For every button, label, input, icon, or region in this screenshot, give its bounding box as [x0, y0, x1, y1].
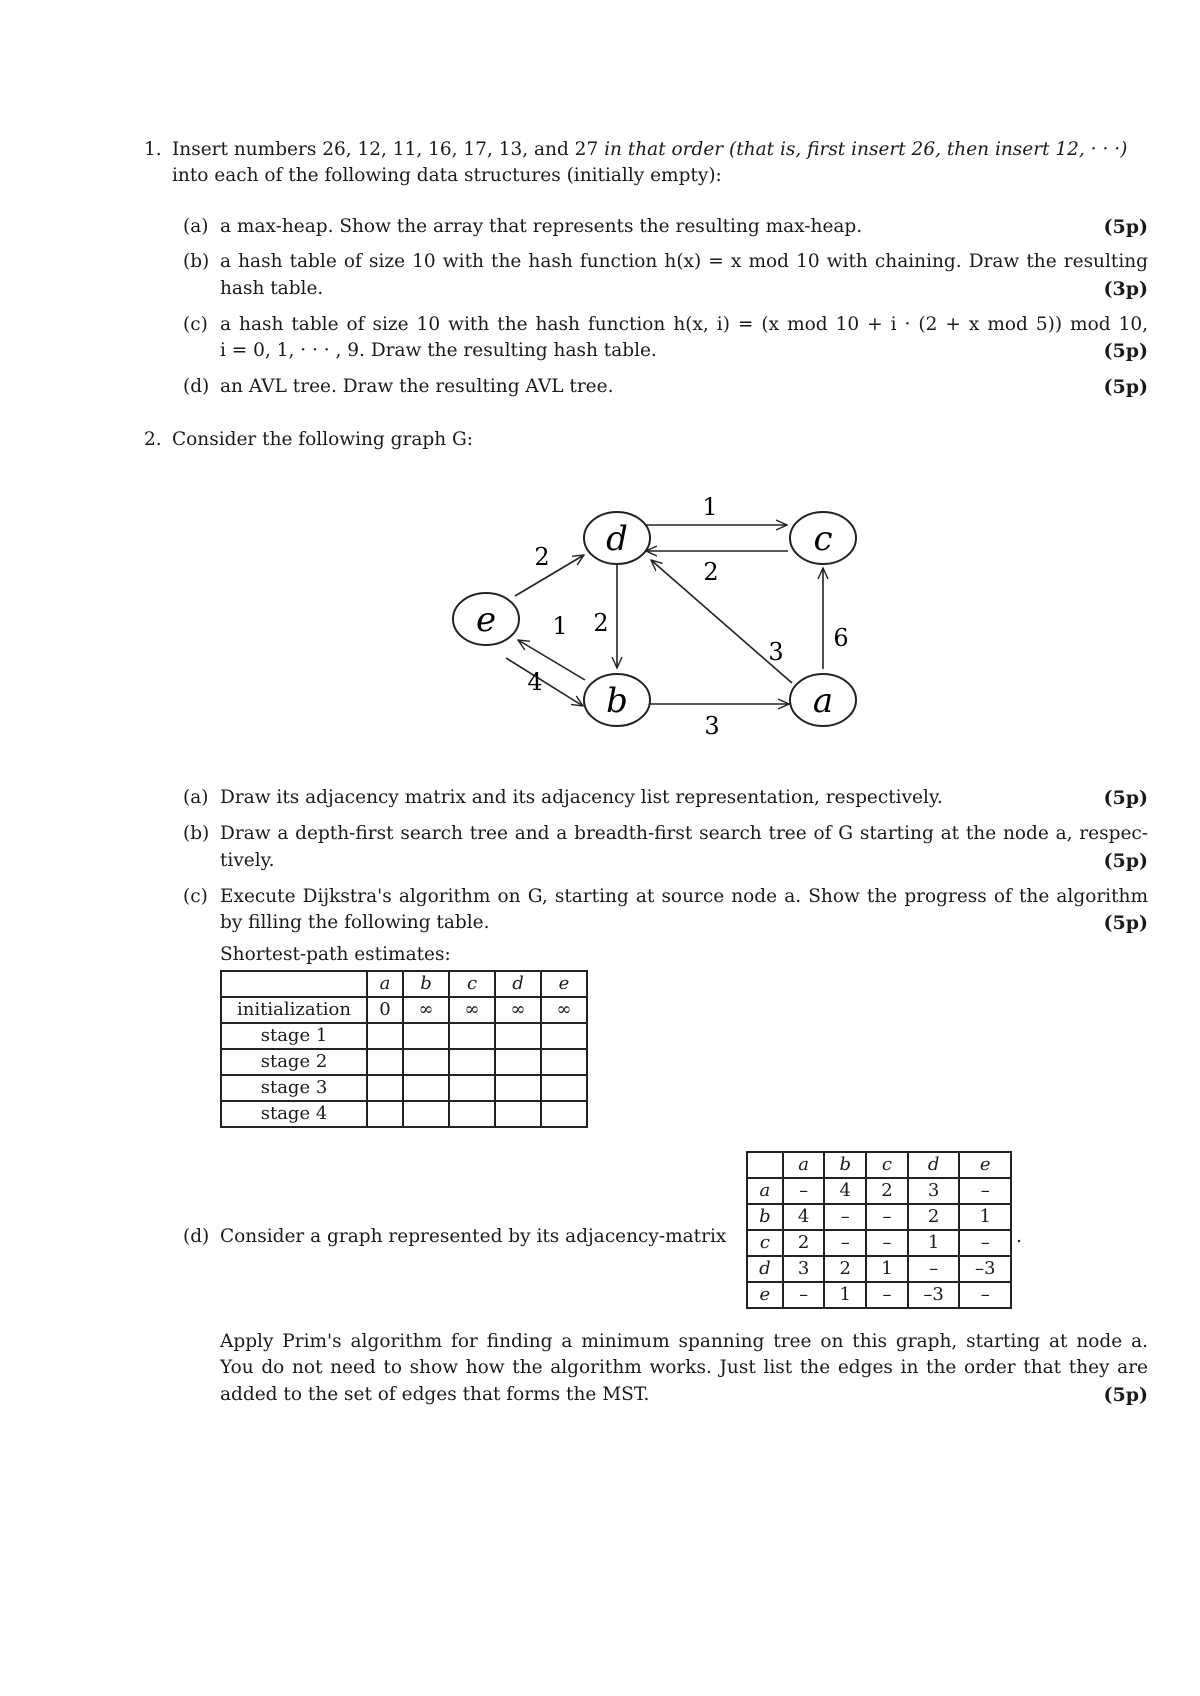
- q2d-label: (d): [183, 1226, 210, 1247]
- q1-intro-line1: [172, 138, 1127, 162]
- weight-b-e: 1: [552, 612, 568, 640]
- matrix-header-cell: d: [908, 1152, 960, 1178]
- q1b-text-line2: hash table.: [220, 278, 324, 299]
- matrix-cell: –3: [959, 1256, 1011, 1282]
- dijkstra-cell: ∞: [541, 997, 587, 1023]
- matrix-cell: 4: [783, 1204, 825, 1230]
- q1-intro-b: in that order: [604, 139, 724, 160]
- matrix-cell: 2: [783, 1230, 825, 1256]
- dijkstra-row: [221, 997, 587, 1023]
- weight-d-c: 1: [702, 493, 718, 521]
- dijkstra-header-cell: c: [449, 971, 495, 997]
- matrix-cell: –: [959, 1282, 1011, 1308]
- q2-number: 2.: [144, 429, 162, 450]
- dijkstra-cell: [449, 1049, 495, 1075]
- matrix-header-cell: a: [783, 1152, 825, 1178]
- q2c-label: (c): [183, 886, 208, 907]
- q2a-points: (5p): [1103, 787, 1148, 809]
- matrix-cell: –: [959, 1178, 1011, 1204]
- dijkstra-cell: 0: [367, 997, 403, 1023]
- q2d-trailing-period: .: [1016, 1226, 1022, 1247]
- q1b-text-line1: a hash table of size 10 with the hash function h(x) = x mod 10 with chaining. Draw the resulting: [220, 251, 1148, 272]
- dijkstra-cell: [403, 1023, 449, 1049]
- dijkstra-caption: Shortest-path estimates:: [220, 944, 451, 965]
- q2c-text-line2: by filling the following table.: [220, 912, 490, 933]
- dijkstra-cell: [403, 1075, 449, 1101]
- q1a-text: a max-heap. Show the array that represents the resulting max-heap.: [220, 216, 863, 237]
- matrix-header-cell: c: [866, 1152, 908, 1178]
- dijkstra-header-cell: d: [495, 971, 541, 997]
- q2b-label: (b): [183, 823, 210, 844]
- dijkstra-row: [221, 1049, 587, 1075]
- dijkstra-cell: [541, 1075, 587, 1101]
- dijkstra-cell: ∞: [403, 997, 449, 1023]
- dijkstra-cell: [449, 1101, 495, 1127]
- matrix-header-cell: e: [959, 1152, 1011, 1178]
- dijkstra-cell: [449, 1075, 495, 1101]
- matrix-row: [747, 1178, 1011, 1204]
- q2a-label: (a): [183, 787, 209, 808]
- dijkstra-cell: [541, 1023, 587, 1049]
- dijkstra-header-cell: [221, 971, 367, 997]
- dijkstra-row-label: stage 3: [221, 1075, 367, 1101]
- matrix-header-cell: [747, 1152, 783, 1178]
- matrix-row-label: e: [747, 1282, 783, 1308]
- q2b-text-line1: Draw a depth-first search tree and a breadth-first search tree of G starting at the node a, respec-: [220, 823, 1148, 844]
- q2c-points: (5p): [1103, 912, 1148, 934]
- matrix-cell: –3: [908, 1282, 960, 1308]
- dijkstra-cell: [495, 1101, 541, 1127]
- q1c-points: (5p): [1103, 340, 1148, 362]
- q2b-points: (5p): [1103, 850, 1148, 872]
- matrix-cell: –: [959, 1230, 1011, 1256]
- dijkstra-cell: [495, 1075, 541, 1101]
- dijkstra-cell: ∞: [449, 997, 495, 1023]
- matrix-cell: –: [783, 1282, 825, 1308]
- node-d-label: d: [606, 519, 628, 559]
- dijkstra-header-cell: b: [403, 971, 449, 997]
- q1b-label: (b): [183, 251, 210, 272]
- dijkstra-header-row: [221, 971, 587, 997]
- weight-d-b: 2: [593, 609, 609, 637]
- edge-e-b: [506, 658, 583, 706]
- dijkstra-row-label: stage 2: [221, 1049, 367, 1075]
- q2d-points: (5p): [1103, 1384, 1148, 1406]
- q1c-label: (c): [183, 314, 208, 335]
- matrix-cell: 2: [866, 1178, 908, 1204]
- matrix-cell: 4: [824, 1178, 866, 1204]
- weight-e-b: 4: [527, 668, 543, 696]
- matrix-cell: 1: [908, 1230, 960, 1256]
- weight-a-c: 6: [833, 624, 849, 652]
- dijkstra-cell: [367, 1075, 403, 1101]
- q1a-points: (5p): [1103, 216, 1148, 238]
- dijkstra-cell: [403, 1049, 449, 1075]
- dijkstra-cell: [367, 1101, 403, 1127]
- graph-figure: [440, 480, 880, 740]
- q1-intro-a: Insert numbers 26, 12, 11, 16, 17, 13, and 27: [172, 139, 599, 160]
- dijkstra-row: [221, 1101, 587, 1127]
- node-a-label: a: [812, 681, 834, 721]
- q1a-label: (a): [183, 216, 209, 237]
- matrix-row: [747, 1204, 1011, 1230]
- dijkstra-cell: [541, 1049, 587, 1075]
- matrix-row-label: a: [747, 1178, 783, 1204]
- dijkstra-cell: ∞: [495, 997, 541, 1023]
- q1d-label: (d): [183, 376, 210, 397]
- matrix-header-cell: b: [824, 1152, 866, 1178]
- weight-c-d: 2: [703, 558, 719, 586]
- matrix-cell: –: [866, 1204, 908, 1230]
- q2a-text: Draw its adjacency matrix and its adjacency list representation, respectively.: [220, 787, 943, 808]
- matrix-cell: –: [866, 1230, 908, 1256]
- q2-intro: Consider the following graph G:: [172, 429, 474, 450]
- weight-a-d: 3: [768, 638, 784, 666]
- matrix-cell: –: [824, 1204, 866, 1230]
- matrix-cell: 2: [908, 1204, 960, 1230]
- matrix-row-label: c: [747, 1230, 783, 1256]
- q2d-intro: Consider a graph represented by its adjacency-matrix: [220, 1226, 727, 1247]
- matrix-cell: –: [824, 1230, 866, 1256]
- node-e-label: e: [475, 600, 497, 640]
- matrix-row-label: b: [747, 1204, 783, 1230]
- matrix-cell: 1: [824, 1282, 866, 1308]
- matrix-row-label: d: [747, 1256, 783, 1282]
- weight-e-d: 2: [534, 543, 550, 571]
- q2d-text-line3: added to the set of edges that forms the MST.: [220, 1384, 650, 1405]
- matrix-cell: –: [908, 1256, 960, 1282]
- dijkstra-row: [221, 1075, 587, 1101]
- matrix-header-row: [747, 1152, 1011, 1178]
- matrix-cell: 2: [824, 1256, 866, 1282]
- q2d-text-line2: You do not need to show how the algorithm works. Just list the edges in the order that they are: [220, 1357, 1148, 1378]
- q1d-points: (5p): [1103, 376, 1148, 398]
- q2c-text-line1: Execute Dijkstra's algorithm on G, starting at source node a. Show the progress of the algorithm: [220, 886, 1148, 907]
- matrix-cell: 1: [959, 1204, 1011, 1230]
- q1c-text-line1: a hash table of size 10 with the hash function h(x, i) = (x mod 10 + i · (2 + x mod 5)) mod 10,: [220, 314, 1148, 335]
- dijkstra-cell: [403, 1101, 449, 1127]
- dijkstra-table: [220, 970, 588, 1128]
- weight-b-a: 3: [704, 712, 720, 740]
- dijkstra-cell: [495, 1023, 541, 1049]
- dijkstra-cell: [367, 1049, 403, 1075]
- dijkstra-row-label: initialization: [221, 997, 367, 1023]
- matrix-cell: –: [783, 1178, 825, 1204]
- dijkstra-header-cell: e: [541, 971, 587, 997]
- matrix-row: [747, 1256, 1011, 1282]
- matrix-row: [747, 1230, 1011, 1256]
- matrix-cell: 3: [908, 1178, 960, 1204]
- dijkstra-row-label: stage 1: [221, 1023, 367, 1049]
- dijkstra-cell: [367, 1023, 403, 1049]
- dijkstra-row-label: stage 4: [221, 1101, 367, 1127]
- matrix-row: [747, 1282, 1011, 1308]
- dijkstra-cell: [495, 1049, 541, 1075]
- q1-intro-c: (that is, first insert 26, then insert 12, · · ·): [729, 139, 1128, 160]
- dijkstra-row: [221, 1023, 587, 1049]
- matrix-cell: –: [866, 1282, 908, 1308]
- matrix-cell: 1: [866, 1256, 908, 1282]
- dijkstra-cell: [449, 1023, 495, 1049]
- q2d-text-line1: Apply Prim's algorithm for finding a minimum spanning tree on this graph, starting at node a.: [220, 1331, 1148, 1352]
- matrix-cell: 3: [783, 1256, 825, 1282]
- dijkstra-header-cell: a: [367, 971, 403, 997]
- q1c-text-line2: i = 0, 1, · · · , 9. Draw the resulting hash table.: [220, 340, 657, 361]
- q2b-text-line2: tively.: [220, 850, 275, 871]
- dijkstra-cell: [541, 1101, 587, 1127]
- q1-number: 1.: [144, 139, 162, 160]
- node-b-label: b: [606, 681, 628, 721]
- q1-intro-line2: into each of the following data structures (initially empty):: [172, 165, 722, 186]
- node-c-label: c: [813, 519, 833, 559]
- q1b-points: (3p): [1103, 278, 1148, 300]
- q1d-text: an AVL tree. Draw the resulting AVL tree.: [220, 376, 614, 397]
- adjacency-matrix-table: [746, 1151, 1012, 1309]
